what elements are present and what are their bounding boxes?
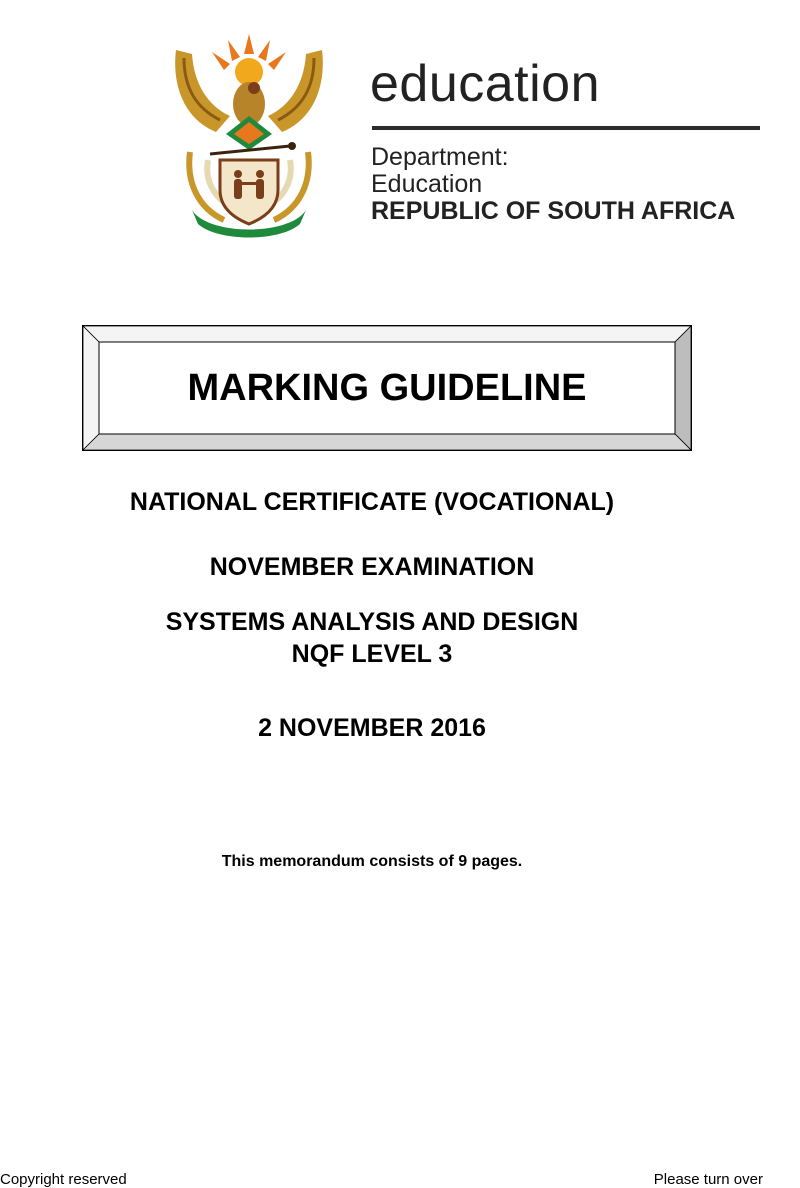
department-label: Department: bbox=[371, 143, 509, 171]
subject-heading: SYSTEMS ANALYSIS AND DESIGN bbox=[165, 608, 579, 636]
copyright-footer: Copyright reserved bbox=[0, 1171, 127, 1188]
exam-date: 2 NOVEMBER 2016 bbox=[258, 714, 486, 742]
session-heading: NOVEMBER EXAMINATION bbox=[209, 553, 535, 581]
page-count-note: This memorandum consists of 9 pages. bbox=[221, 853, 523, 870]
country-name: REPUBLIC OF SOUTH AFRICA bbox=[371, 197, 736, 225]
level-heading: NQF LEVEL 3 bbox=[291, 640, 453, 668]
document-title: MARKING GUIDELINE bbox=[187, 366, 587, 409]
education-wordmark: education bbox=[370, 55, 601, 113]
certificate-heading: NATIONAL CERTIFICATE (VOCATIONAL) bbox=[129, 488, 615, 516]
department-name: Education bbox=[371, 170, 483, 198]
title-frame bbox=[82, 325, 692, 451]
header-divider bbox=[372, 126, 760, 130]
coat-of-arms-logo bbox=[168, 32, 330, 238]
turn-over-footer: Please turn over bbox=[653, 1171, 763, 1188]
